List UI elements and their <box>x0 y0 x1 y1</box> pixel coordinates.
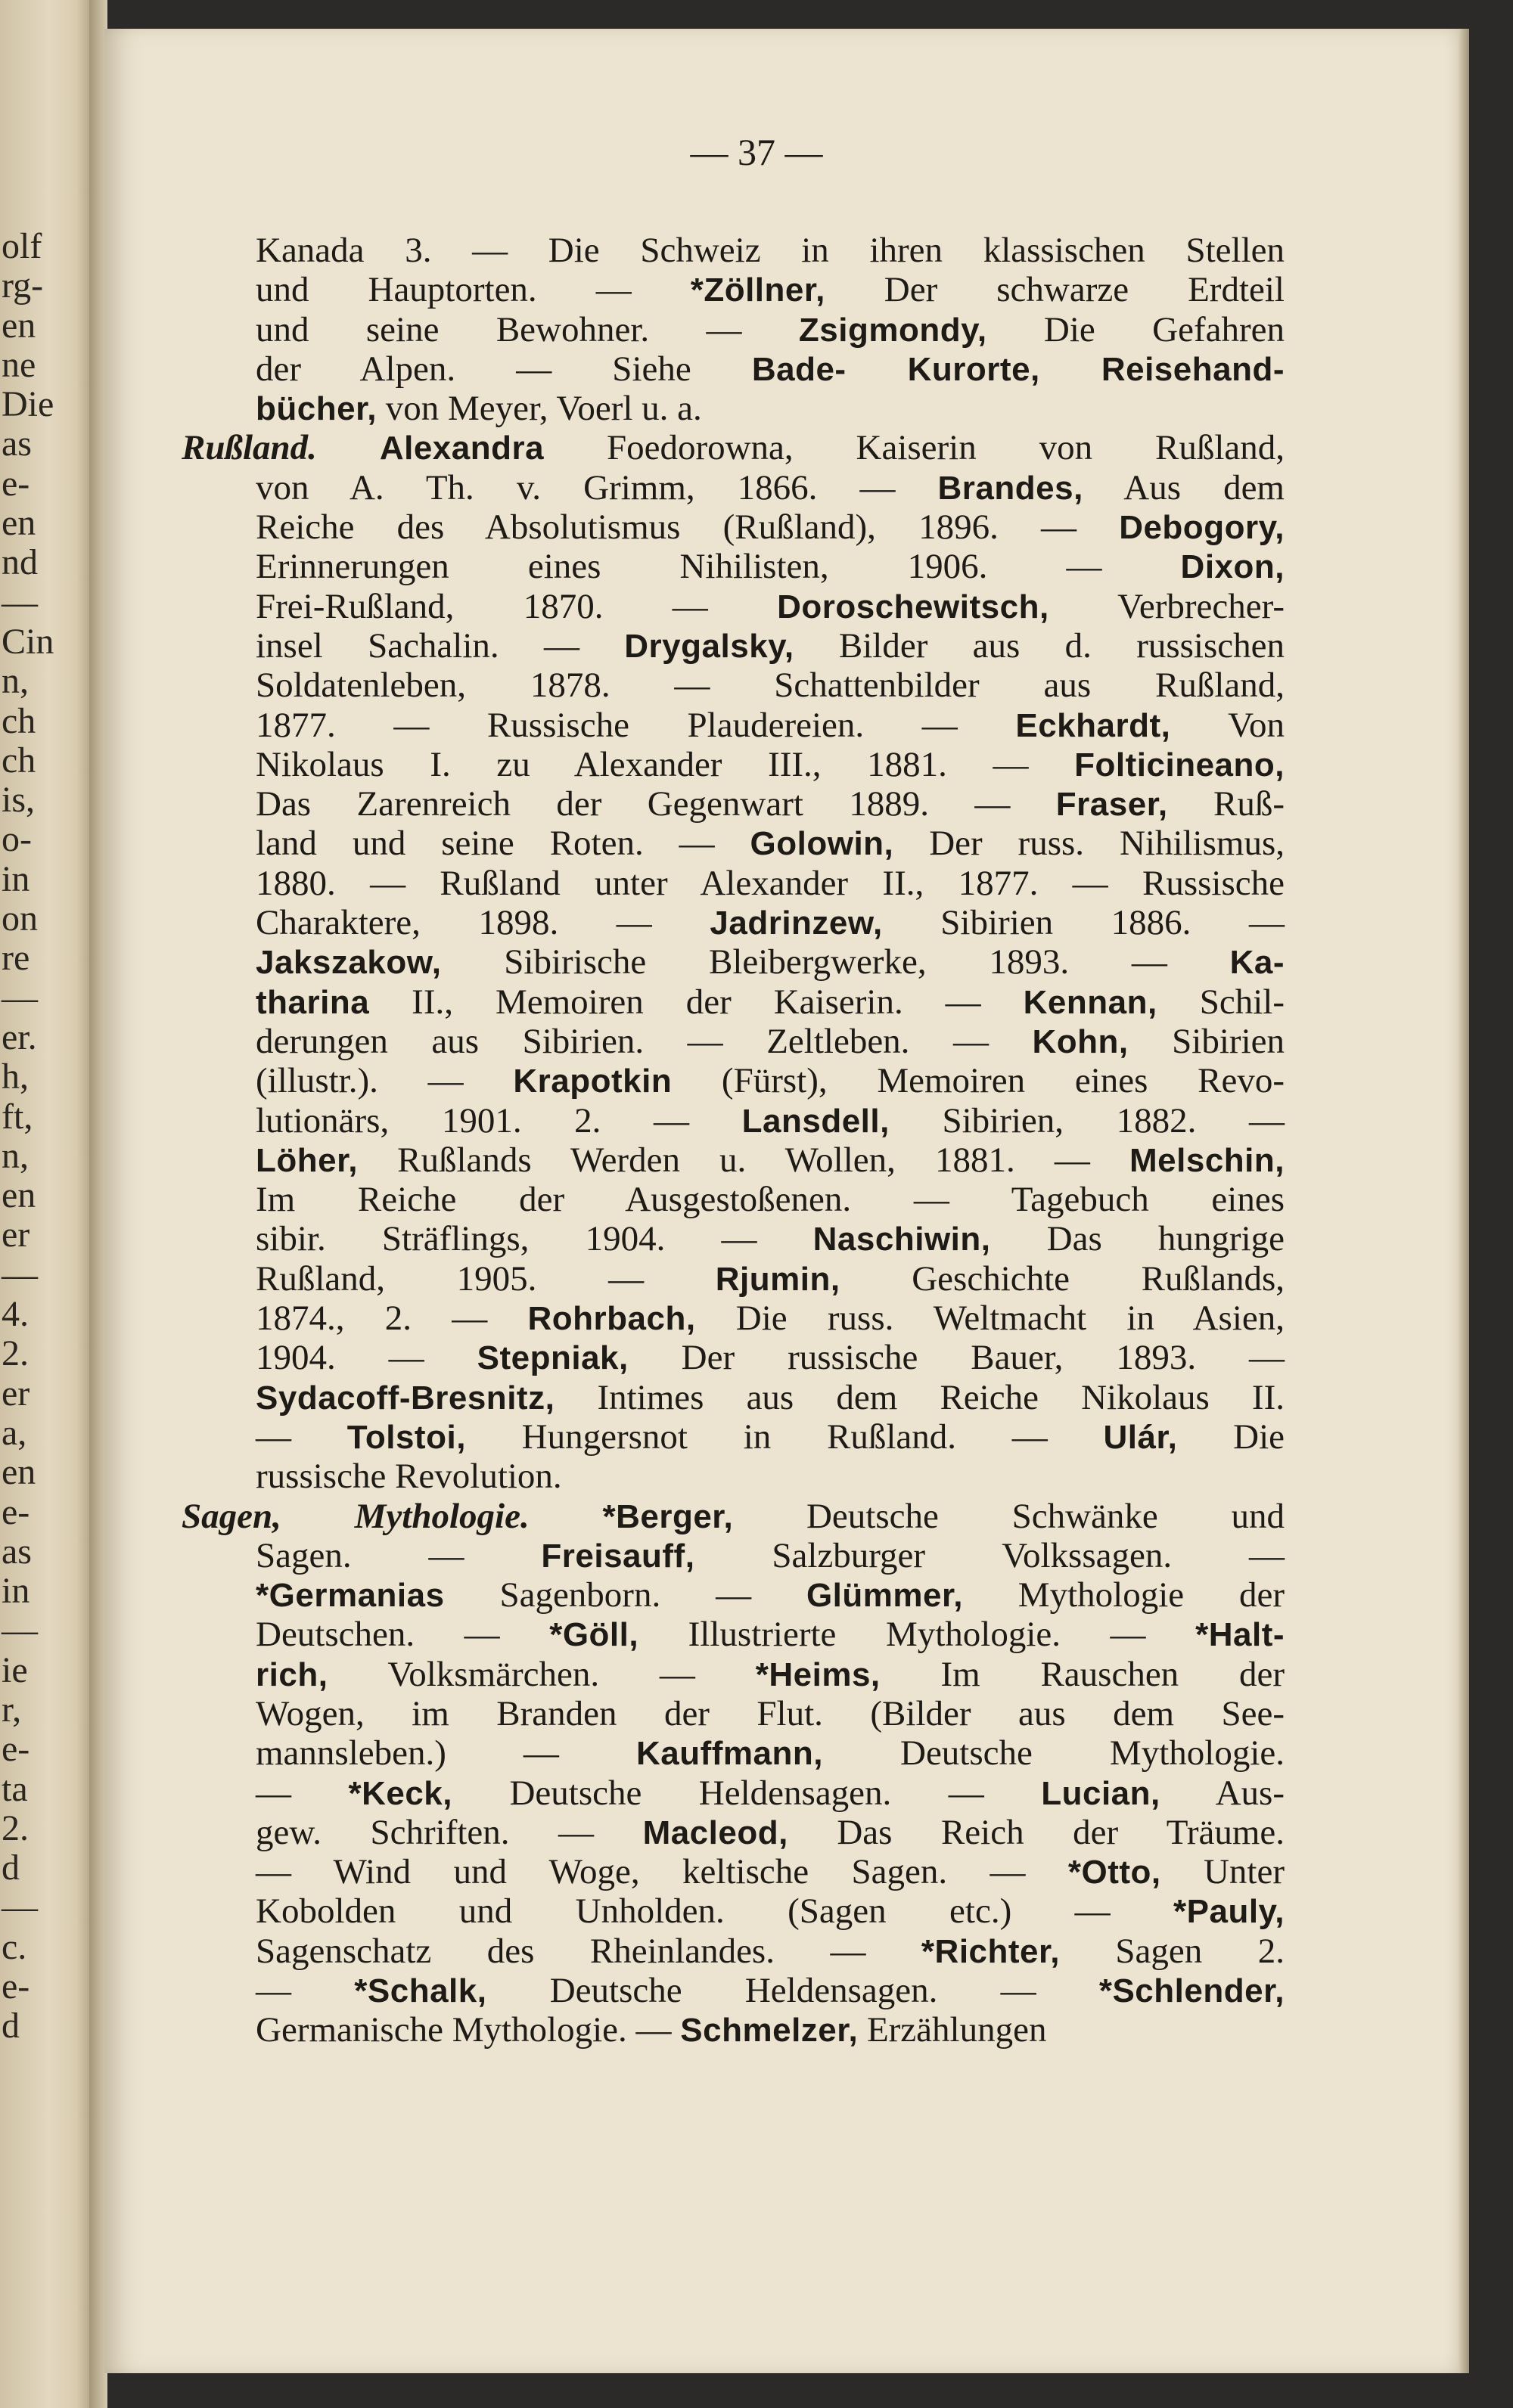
author-name: Naschiwin, <box>812 1221 991 1258</box>
entry-text: (Fürst), Memoiren eines Revo- <box>672 1061 1285 1101</box>
previous-page-fragment: — <box>2 1887 38 1928</box>
entry-text: land und seine Roten. — <box>256 824 750 864</box>
text-line <box>256 231 1285 270</box>
entry-text: Aus dem <box>1083 467 1285 507</box>
text-line <box>256 1457 1285 1496</box>
text-line <box>256 1140 1285 1180</box>
entry-text: russische Revolution. <box>256 1457 562 1497</box>
text-line <box>256 1180 1285 1219</box>
entry-text: — Wind und Woge, keltische Sagen. — <box>256 1852 1068 1892</box>
author-name: *Richter, <box>921 1932 1060 1970</box>
previous-page-fragment: olf <box>2 226 42 266</box>
entry-text: insel Sachalin. — <box>256 625 625 666</box>
entry-text: Reiche des Absolutismus (Rußland), 1896. — <box>256 507 1120 548</box>
text-line <box>256 942 1285 982</box>
author-name: Schmelzer, <box>680 2012 859 2050</box>
entry-text: Im Rauschen der <box>880 1654 1285 1694</box>
text-line <box>256 1378 1285 1417</box>
entry-text: Geschichte Rußlands, <box>840 1258 1285 1299</box>
previous-page-fragment: as <box>2 424 32 464</box>
previous-page-fragment: e- <box>2 1729 30 1770</box>
entry-text: Sagenborn. — <box>444 1575 806 1615</box>
author-name: Alexandra <box>379 430 545 467</box>
text-line <box>256 1022 1285 1061</box>
text-line <box>256 1891 1285 1931</box>
entry-text: Ruß- <box>1167 784 1285 824</box>
text-line <box>256 270 1285 309</box>
entry-text: Rußland, 1905. — <box>256 1258 716 1299</box>
entry-text: Sagenschatz des Rheinlandes. — <box>256 1931 921 1971</box>
entry-text: gew. Schriften. — <box>256 1812 643 1852</box>
entry-text: Sibirien <box>1128 1021 1285 1061</box>
author-name: Kohn, <box>1032 1022 1129 1060</box>
text-line <box>256 1299 1285 1338</box>
entry-text: 1880. — Rußland unter Alexander II., 1877. — Russische <box>256 863 1285 903</box>
text-line <box>256 1536 1285 1575</box>
text-line <box>256 784 1285 824</box>
entry-text: Nikolaus I. zu Alexander III., 1881. — <box>256 744 1075 784</box>
text-line <box>256 1932 1285 1971</box>
entry-text <box>530 1497 603 1536</box>
entry-text: Mythologie der <box>962 1575 1285 1615</box>
entry-text: Sibirien, 1882. — <box>889 1100 1285 1140</box>
entry-text: Charaktere, 1898. — <box>256 903 710 943</box>
previous-page-fragment: Cin <box>2 621 54 662</box>
entry-text: Das hungrige <box>990 1219 1285 1259</box>
author-name: *Otto, <box>1067 1854 1161 1891</box>
author-name: Bade- Kurorte, Reisehand- <box>751 350 1285 388</box>
text-line <box>256 310 1285 349</box>
text-line <box>256 1338 1285 1377</box>
previous-page-fragment: on <box>2 898 38 939</box>
entry-text: Die <box>1177 1417 1285 1457</box>
entry-text: und Hauptorten. — <box>256 270 691 310</box>
entry-text: Der russ. Nihilismus, <box>893 824 1285 864</box>
author-name: Kauffmann, <box>635 1735 823 1773</box>
previous-page-fragment: — <box>2 1610 38 1651</box>
entry-text: — <box>256 1971 355 2011</box>
previous-page-fragment: ta <box>2 1768 28 1809</box>
section-heading: Sagen, Mythologie. <box>182 1496 530 1536</box>
previous-page-fragment: c. <box>2 1926 27 1967</box>
entry-text: mannsleben.) — <box>256 1733 636 1773</box>
author-name: Rohrbach, <box>527 1300 696 1338</box>
entry-text: Sagen 2. <box>1059 1931 1285 1971</box>
entry-text: Sibirien 1886. — <box>882 903 1285 943</box>
author-name: Folticineano, <box>1074 746 1285 784</box>
previous-page-fragment: h, <box>2 1057 29 1097</box>
text-line <box>256 547 1285 586</box>
text-line <box>256 1101 1285 1140</box>
text-line <box>256 1813 1285 1852</box>
author-name: *Schalk, <box>354 1972 487 2010</box>
entry-text: Hungersnot in Rußland. — <box>465 1417 1104 1457</box>
text-line <box>256 864 1285 903</box>
entry-text: Erinnerungen eines Nihilisten, 1906. — <box>256 547 1181 587</box>
author-name: Lucian, <box>1041 1774 1160 1812</box>
author-name: *Schlender, <box>1098 1972 1285 2010</box>
text-line <box>256 982 1285 1022</box>
entry-text: lutionärs, 1901. 2. — <box>256 1100 742 1140</box>
entry-text: Volksmärchen. — <box>328 1654 756 1694</box>
previous-page-fragment: d <box>2 1848 20 1888</box>
text-line <box>256 587 1285 626</box>
text-line <box>256 1219 1285 1258</box>
entry-text: Bilder aus d. russischen <box>794 625 1285 666</box>
text-line <box>256 1417 1285 1457</box>
author-name: Macleod, <box>642 1814 788 1851</box>
entry-text: und seine Bewohner. — <box>256 309 799 349</box>
entry-text: — <box>256 1417 347 1457</box>
previous-page-fragment: e- <box>2 1966 30 2007</box>
entry-text: Die Gefahren <box>986 309 1285 349</box>
entry-text: Frei-Rußland, 1870. — <box>256 586 778 626</box>
previous-page-fragment: 2. <box>2 1808 29 1848</box>
author-name: Löher, <box>256 1141 359 1179</box>
entry-text: von A. Th. v. Grimm, 1866. — <box>256 467 938 507</box>
previous-page-fragment: a, <box>2 1412 27 1453</box>
text-line <box>256 745 1285 784</box>
entry-text: Von <box>1170 705 1285 745</box>
text-line <box>256 666 1285 705</box>
author-name: Brandes, <box>937 469 1083 507</box>
previous-page-fragment: in <box>2 1571 30 1612</box>
entry-text: Schil- <box>1157 982 1285 1022</box>
previous-page-fragment: e- <box>2 1491 30 1532</box>
entry-text: Intimes aus dem Reiche Nikolaus II. <box>555 1377 1285 1417</box>
previous-page-fragment: nd <box>2 542 38 583</box>
author-name: *Halt- <box>1195 1616 1285 1654</box>
entry-text: sibir. Sträflings, 1904. — <box>256 1219 813 1259</box>
previous-page-fragment: en <box>2 1452 36 1493</box>
previous-page-fragment: Die <box>2 384 54 425</box>
entry-text: Foedorowna, Kaiserin von Rußland, <box>544 428 1285 468</box>
previous-page-fragment: 4. <box>2 1294 29 1335</box>
text-line <box>256 1694 1285 1733</box>
previous-page-fragment: is, <box>2 780 36 821</box>
author-name: *Keck, <box>348 1774 453 1812</box>
previous-page-fragment: 2. <box>2 1333 29 1374</box>
previous-page-fragment: ft, <box>2 1096 33 1137</box>
entry-text: Wogen, im Branden der Flut. (Bilder aus dem See- <box>256 1693 1285 1733</box>
author-name: *Göll, <box>549 1616 639 1654</box>
entry-text: Das Zarenreich der Gegenwart 1889. — <box>256 784 1056 824</box>
entry-text: — <box>256 1773 349 1813</box>
entry-text: 1874., 2. — <box>256 1299 528 1339</box>
text-line <box>182 1497 1285 1536</box>
text-line <box>256 349 1285 389</box>
previous-page-fragment: ne <box>2 344 36 385</box>
previous-page-fragment: er <box>2 1215 30 1255</box>
author-name: Kennan, <box>1023 983 1157 1021</box>
entry-text: Soldatenleben, 1878. — Schattenbilder aus Rußland, <box>256 666 1285 706</box>
entry-text: Das Reich der Träume. <box>788 1812 1285 1852</box>
previous-page-fragment: as <box>2 1531 32 1572</box>
entry-text: Kanada 3. — Die Schweiz in ihren klassischen Stellen <box>256 231 1285 270</box>
previous-page-fragment: en <box>2 305 36 346</box>
text-line <box>182 428 1285 467</box>
previous-page-text-fragments <box>0 227 89 2046</box>
page-number: — 37 — <box>690 131 823 173</box>
previous-page-fragment: r, <box>2 1689 22 1730</box>
entry-text: der Alpen. — Siehe <box>256 349 752 389</box>
entry-text: Unter <box>1160 1852 1285 1892</box>
author-name: *Pauly, <box>1173 1893 1285 1931</box>
text-line <box>256 706 1285 745</box>
text-line <box>256 824 1285 863</box>
author-name: Jakszakow, <box>256 944 442 982</box>
author-name: Fraser, <box>1055 786 1168 824</box>
author-name: Eckhardt, <box>1015 706 1171 744</box>
entry-text: Deutsche Heldensagen. — <box>452 1773 1042 1813</box>
text-line <box>256 468 1285 507</box>
text-line <box>256 1733 1285 1773</box>
author-name: Krapotkin <box>513 1063 673 1100</box>
entry-text: Sagen. — <box>256 1535 542 1575</box>
author-name: *Berger, <box>602 1497 734 1535</box>
entry-text: Im Reiche der Ausgestoßenen. — Tagebuch eines <box>256 1180 1285 1220</box>
author-name: Debogory, <box>1119 509 1285 547</box>
previous-page-fragment: en <box>2 1175 36 1216</box>
entry-text: Die russ. Weltmacht in Asien, <box>695 1299 1285 1339</box>
entry-text: Verbrecher- <box>1049 586 1285 626</box>
previous-page-fragment: er <box>2 1373 30 1413</box>
entry-text: II., Memoiren der Kaiserin. — <box>369 982 1024 1022</box>
entry-text: Deutsche Heldensagen. — <box>486 1971 1099 2011</box>
text-line <box>256 1061 1285 1100</box>
entry-text: Rußlands Werden u. Wollen, 1881. — <box>358 1140 1129 1180</box>
page-edge <box>1459 29 1469 2373</box>
previous-page-fragment: n, <box>2 661 29 702</box>
author-name: Dixon, <box>1180 548 1285 586</box>
author-name: Golowin, <box>750 825 894 863</box>
previous-page-fragment: en <box>2 503 36 544</box>
previous-page-fragment: ie <box>2 1649 28 1690</box>
author-name: *Zöllner, <box>690 272 825 309</box>
entry-text: Germanische Mythologie. — <box>256 2010 681 2050</box>
author-name: bücher, <box>256 390 377 428</box>
author-name: Drygalsky, <box>624 627 794 665</box>
entry-text: Sibirische Bleibergwerke, 1893. — <box>441 942 1230 982</box>
author-name: Zsigmondy, <box>798 311 987 349</box>
previous-page-fragment: o- <box>2 819 32 860</box>
previous-page-fragment: — <box>2 1254 38 1295</box>
text-line <box>256 507 1285 547</box>
author-name: Stepniak, <box>477 1339 629 1377</box>
previous-page-fragment: in <box>2 858 30 899</box>
author-name: Freisauff, <box>541 1537 695 1575</box>
previous-page-fragment: d <box>2 2006 20 2046</box>
author-name: Lansdell, <box>741 1102 890 1140</box>
bibliography-text <box>182 231 1285 2050</box>
entry-text: Deutsche Schwänke und <box>733 1496 1285 1536</box>
text-line <box>256 1773 1285 1813</box>
entry-text: Der schwarze Erdteil <box>825 270 1285 310</box>
entry-text: Der russische Bauer, 1893. — <box>628 1338 1285 1378</box>
previous-page-fragment: — <box>2 977 38 1018</box>
entry-text: Aus- <box>1160 1773 1285 1813</box>
text-line <box>256 1259 1285 1299</box>
entry-text: von Meyer, Voerl u. a. <box>377 389 702 429</box>
entry-text: Erzählungen <box>858 2010 1047 2050</box>
text-line <box>256 389 1285 428</box>
entry-text: Salzburger Volkssagen. — <box>694 1535 1285 1575</box>
text-line <box>256 1971 1285 2010</box>
previous-page-fragment: e- <box>2 463 30 504</box>
previous-page-fragment: re <box>2 938 30 979</box>
section-heading: Rußland. <box>182 428 317 468</box>
entry-text: Illustrierte Mythologie. — <box>638 1615 1196 1655</box>
text-line <box>256 2010 1285 2050</box>
author-name: Glümmer, <box>806 1577 963 1615</box>
previous-page-fragment: n, <box>2 1135 29 1176</box>
previous-page-fragment: rg- <box>2 265 44 306</box>
author-name: Ka- <box>1229 944 1285 982</box>
previous-page-fragment: — <box>2 582 38 622</box>
text-line <box>256 1615 1285 1654</box>
author-name: Sydacoff-Bresnitz, <box>256 1379 555 1417</box>
author-name: *Germanias <box>256 1577 445 1615</box>
text-line <box>256 903 1285 942</box>
author-name: tharina <box>256 983 370 1021</box>
entry-text: Deutsche Mythologie. <box>822 1733 1285 1773</box>
entry-text <box>317 428 380 467</box>
previous-page-fragment: ch <box>2 740 36 780</box>
previous-page <box>0 0 89 2408</box>
text-line <box>256 626 1285 666</box>
author-name: *Heims, <box>755 1656 881 1693</box>
previous-page-fragment: er. <box>2 1016 37 1057</box>
author-name: Tolstoi, <box>346 1418 466 1456</box>
entry-text: Kobolden und Unholden. (Sagen etc.) — <box>256 1891 1174 1932</box>
entry-text: derungen aus Sibirien. — Zeltleben. — <box>256 1021 1033 1061</box>
entry-text: Deutschen. — <box>256 1615 550 1655</box>
text-line <box>256 1575 1285 1615</box>
entry-text: (illustr.). — <box>256 1061 514 1101</box>
author-name: Doroschewitsch, <box>777 588 1049 625</box>
author-name: Melschin, <box>1129 1141 1285 1179</box>
author-name: Rjumin, <box>715 1260 840 1298</box>
text-line <box>256 1655 1285 1694</box>
author-name: rich, <box>256 1656 328 1693</box>
author-name: Ulár, <box>1103 1418 1178 1456</box>
entry-text: 1877. — Russische Plaudereien. — <box>256 705 1016 745</box>
author-name: Jadrinzew, <box>710 905 883 942</box>
text-line <box>256 1852 1285 1891</box>
previous-page-fragment: ch <box>2 700 36 741</box>
entry-text: 1904. — <box>256 1338 477 1378</box>
